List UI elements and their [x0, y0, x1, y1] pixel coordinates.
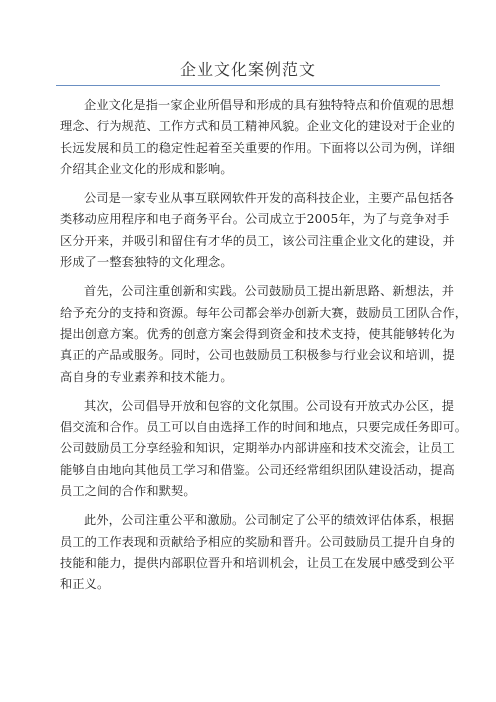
document-body	[60, 95, 468, 604]
paragraph-4	[60, 396, 468, 502]
paragraph-line: 给予充分的支持和资源。每年公司都会举办创新大赛，鼓励员工团队合作，	[60, 305, 468, 320]
paragraph-1	[60, 95, 455, 180]
paragraph-2	[60, 188, 455, 273]
paragraph-line: 理念、行为规范、工作方式和员工精神风貌。企业文化的建设对于企业的	[60, 119, 455, 134]
paragraph-3	[60, 281, 468, 387]
paragraph-line: 企业文化是指一家企业所倡导和形成的具有独特特点和价值观的思想	[84, 98, 455, 112]
paragraph-line: 首先，公司注重创新和实践。公司鼓励员工提出新思路、新想法，并	[84, 284, 455, 299]
paragraph-line: 员工之间的合作和默契。	[60, 484, 196, 499]
paragraph-line: 区分开来，并吸引和留住有才华的员工，该公司注重企业文化的建设，并	[60, 233, 455, 248]
paragraph-line: 类移动应用程序和电子商务平台。公司成立于2005年，为了与竞争对手	[60, 212, 450, 227]
paragraph-line: 介绍其企业文化的形成和影响。	[60, 161, 233, 176]
paragraph-line: 形成了一整套独特的文化理念。	[60, 255, 233, 270]
paragraph-line: 真正的产品或服务。同时，公司也鼓励员工积极参与行业会议和培训，提	[60, 348, 455, 363]
paragraph-line: 公司是一家专业从事互联网软件开发的高科技企业，主要产品包括各	[84, 191, 455, 206]
paragraph-line: 和正义。	[60, 577, 110, 592]
paragraph-line: 员工的工作表现和贡献给予相应的奖励和晋升。公司鼓励员工提升自身的	[60, 534, 455, 549]
paragraph-line: 此外，公司注重公平和激励。公司制定了公平的绩效评估体系，根据	[84, 513, 455, 528]
paragraph-line: 倡交流和合作。员工可以自由选择工作的时间和地点，只要完成任务即可。	[60, 420, 468, 435]
paragraph-line: 技能和能力，提供内部职位晋升和培训机会，让员工在发展中感受到公平	[60, 555, 455, 570]
paragraph-5	[60, 510, 455, 595]
paragraph-line: 公司鼓励员工分享经验和知识，定期举办内部讲座和技术交流会，让员工	[60, 441, 455, 456]
paragraph-line: 提出创意方案。优秀的创意方案会得到资金和技术支持，使其能够转化为	[60, 326, 455, 341]
paragraph-line: 长远发展和员工的稳定性起着至关重要的作用。下面将以公司为例，详细	[60, 140, 455, 155]
paragraph-line: 其次，公司倡导开放和包容的文化氛围。公司设有开放式办公区，提	[84, 398, 455, 413]
paragraph-line: 能够自由地向其他员工学习和借鉴。公司还经常组织团队建设活动，提高	[60, 462, 455, 477]
document-title: 企业文化案例范文	[179, 60, 316, 79]
title-underline	[56, 85, 440, 86]
paragraph-line: 高自身的专业素养和技术能力。	[60, 369, 233, 384]
